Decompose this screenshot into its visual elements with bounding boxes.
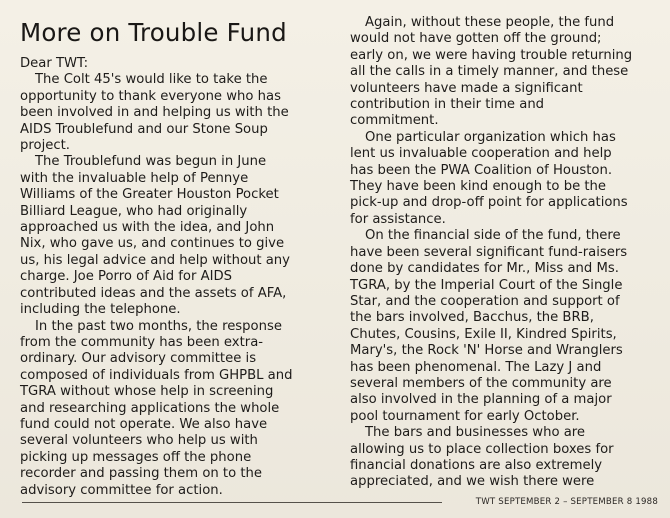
text-line: lent us invaluable cooperation and help [350, 146, 612, 162]
text-line: Chutes, Cousins, Exile II, Kindred Spirits, [350, 326, 617, 342]
text-line: The Colt 45's would like to take the [35, 72, 268, 88]
text-line: for assistance. [350, 211, 446, 227]
left-column [20, 15, 332, 499]
text-line: TGRA, by the Imperial Court of the Single [350, 277, 623, 293]
text-line: early on, we were having trouble returning [350, 47, 633, 63]
text-line: appreciated, and we wish there were [350, 474, 595, 490]
text-line: project. [20, 138, 70, 154]
text-line: also involved in the planning of a major [350, 392, 612, 408]
text-line: AIDS Troublefund and our Stone Soup [20, 121, 268, 137]
text-line: The Troublefund was begun in June [35, 154, 267, 170]
text-line: Mary's, the Rock 'N' Horse and Wranglers [350, 343, 623, 359]
text-line: Williams of the Greater Houston Pocket [20, 187, 279, 203]
text-line: all the calls in a timely manner, and these [350, 64, 629, 80]
text-line: financial donations are also extremely [350, 457, 603, 473]
text-line: contribution in their time and [350, 97, 545, 113]
text-line: charge. Joe Porro of Aid for AIDS [20, 269, 233, 285]
right-column-body [350, 15, 668, 491]
article-paragraph [350, 15, 668, 130]
text-line: including the telephone. [20, 302, 181, 318]
text-line: has been phenomenal. The Lazy J and [350, 359, 602, 375]
text-line: TGRA without whose help in screening [20, 384, 274, 400]
text-line: They have been kind enough to be the [350, 179, 607, 195]
right-column [350, 15, 668, 491]
text-line: picking up messages off the phone [20, 449, 252, 465]
article-paragraph [350, 228, 668, 425]
article-paragraph [20, 319, 332, 499]
left-column-body [20, 72, 332, 499]
text-line: One particular organization which has [365, 129, 616, 145]
text-line: volunteers have made a significant [350, 80, 583, 96]
text-line: Again, without these people, the fund [365, 15, 615, 30]
text-line: and researching applications the whole [20, 400, 280, 416]
text-line: pool tournament for early October. [350, 408, 580, 424]
issue-footer: TWT SEPTEMBER 2 – SEPTEMBER 8 1988 [475, 497, 658, 507]
text-line: commitment. [350, 113, 439, 129]
text-line: recorder and passing them on to the [20, 466, 263, 482]
text-line: composed of individuals from GHPBL and [20, 367, 293, 383]
text-line: have been several significant fund-raisers [350, 244, 628, 260]
text-line: us, his legal advice and help without any [20, 252, 290, 268]
text-line: In the past two months, the response [35, 318, 282, 334]
text-line: pick-up and drop-off point for applications [350, 195, 628, 211]
text-line: Star, and the cooperation and support of [350, 293, 620, 309]
text-line: ordinary. Our advisory committee is [20, 351, 257, 367]
text-line: been involved in and helping us with the [20, 105, 289, 121]
article-headline: More on Trouble Fund [20, 18, 287, 47]
text-line: from the community has been extra- [20, 334, 264, 350]
text-line: advisory committee for action. [20, 482, 223, 498]
text-line: would not have gotten off the ground; [350, 31, 602, 47]
article-paragraph [20, 154, 332, 318]
text-line: The bars and businesses who are [365, 425, 586, 441]
article-paragraph [20, 72, 332, 154]
text-line: has been the PWA Coalition of Houston. [350, 162, 613, 178]
footer-divider [22, 502, 442, 503]
text-line: Nix, who gave us, and continues to give [20, 236, 285, 252]
text-line: with the invaluable help of Pennye [20, 170, 249, 186]
text-line: Billiard League, who had originally [20, 203, 248, 219]
text-line: opportunity to thank everyone who has [20, 88, 281, 104]
text-line: done by candidates for Mr., Miss and Ms. [350, 261, 619, 277]
text-line: contributed ideas and the assets of AFA, [20, 285, 287, 301]
text-line: several members of the community are [350, 375, 612, 391]
article-paragraph [350, 425, 668, 491]
text-line: approached us with the idea, and John [20, 220, 275, 236]
letter-salutation: Dear TWT: [20, 56, 89, 71]
text-line: the bars involved, Bacchus, the BRB, [350, 310, 594, 326]
text-line: fund could not operate. We also have [20, 416, 268, 432]
article-paragraph [350, 130, 668, 228]
text-line: several volunteers who help us with [20, 433, 258, 449]
text-line: On the financial side of the fund, there [365, 228, 621, 244]
text-line: allowing us to place collection boxes for [350, 441, 614, 457]
